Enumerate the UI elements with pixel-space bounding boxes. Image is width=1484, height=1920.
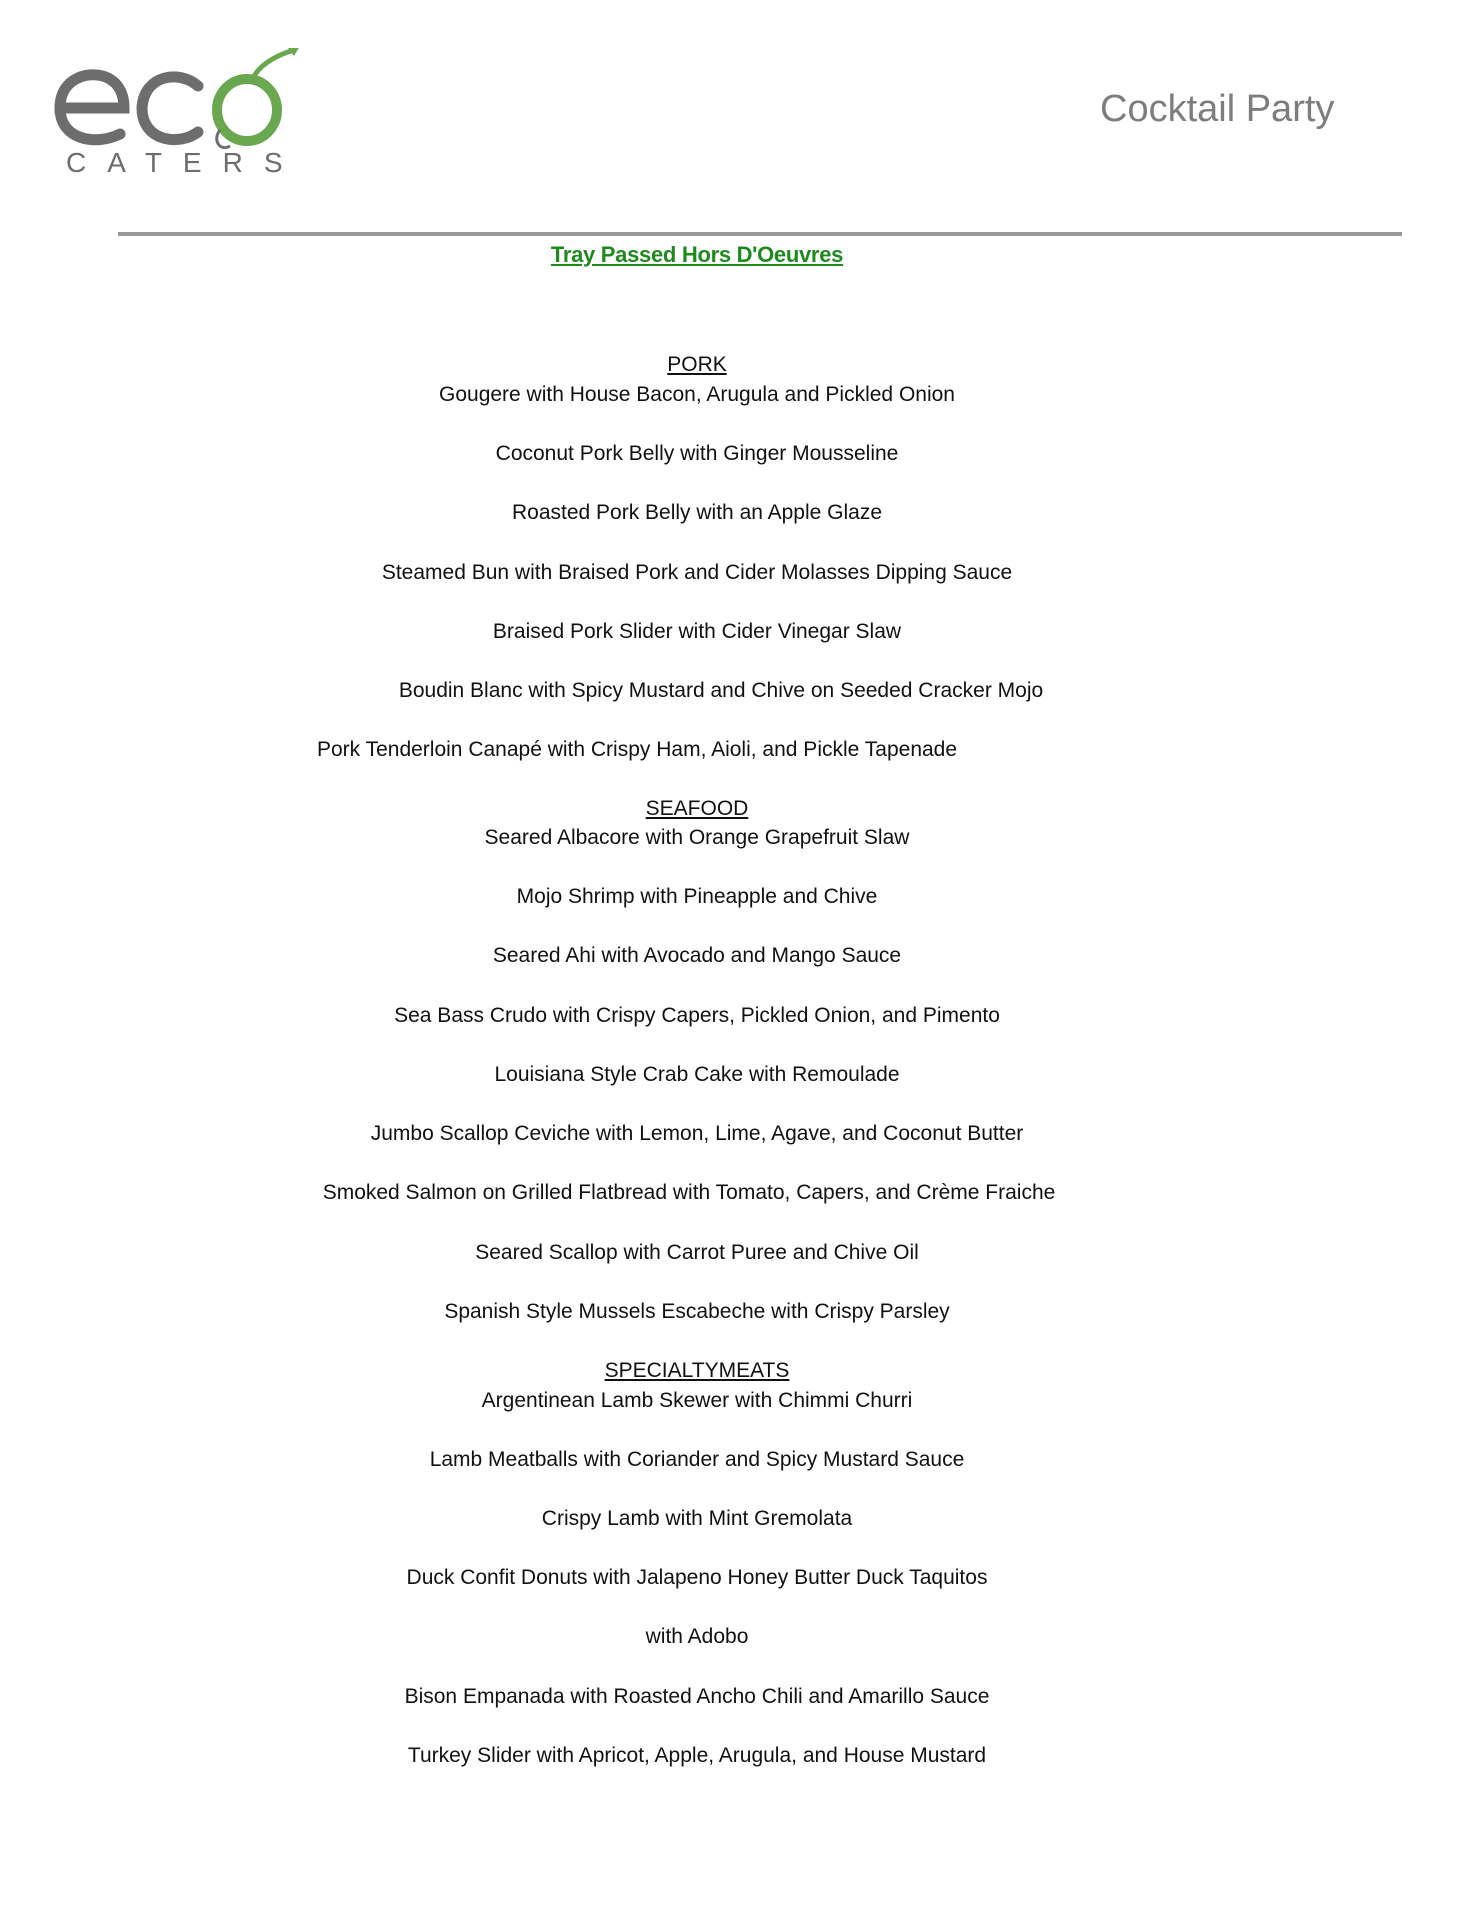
- menu-item: Mojo Shrimp with Pineapple and Chive: [516, 885, 878, 908]
- menu-item: Jumbo Scallop Ceviche with Lemon, Lime, Agave, and Coconut Butter: [370, 1122, 1024, 1145]
- menu-item: Boudin Blanc with Spicy Mustard and Chive on Seeded Cracker Mojo: [398, 679, 1044, 702]
- menu-item: Spanish Style Mussels Escabeche with Crispy Parsley: [444, 1300, 950, 1323]
- page-title: Cocktail Party: [1100, 88, 1335, 130]
- eco-caters-logo: [52, 48, 312, 178]
- menu-item: Bison Empanada with Roasted Ancho Chili and Amarillo Sauce: [404, 1685, 990, 1708]
- logo-tagline: CATERS: [66, 147, 304, 178]
- header-divider: [118, 232, 1402, 236]
- menu-item: Duck Confit Donuts with Jalapeno Honey Butter Duck Taquitos: [406, 1566, 988, 1589]
- menu-item: Braised Pork Slider with Cider Vinegar Slaw: [492, 620, 902, 643]
- menu-item: Lamb Meatballs with Coriander and Spicy Mustard Sauce: [429, 1448, 965, 1471]
- menu-item: Turkey Slider with Apricot, Apple, Arugula, and House Mustard: [407, 1744, 987, 1767]
- menu-item: Crispy Lamb with Mint Gremolata: [541, 1507, 853, 1530]
- menu-item: Gougere with House Bacon, Arugula and Pickled Onion: [439, 383, 955, 406]
- logo-graphic: [52, 48, 312, 178]
- category-seafood: SEAFOOD: [645, 797, 749, 820]
- menu-item: Smoked Salmon on Grilled Flatbread with Tomato, Capers, and Crème Fraiche: [322, 1181, 1056, 1204]
- menu-heading: Tray Passed Hors D'Oeuvres: [550, 242, 844, 267]
- menu-item: Argentinean Lamb Skewer with Chimmi Churri: [481, 1389, 913, 1412]
- menu-item: Seared Ahi with Avocado and Mango Sauce: [492, 944, 902, 967]
- menu-item: Roasted Pork Belly with an Apple Glaze: [511, 501, 883, 524]
- menu-item: Seared Albacore with Orange Grapefruit Slaw: [484, 826, 910, 849]
- category-pork: PORK: [667, 353, 727, 376]
- menu-item: Sea Bass Crudo with Crispy Capers, Pickled Onion, and Pimento: [394, 1004, 1000, 1027]
- menu-item: Seared Scallop with Carrot Puree and Chive Oil: [475, 1241, 919, 1264]
- menu-item: with Adobo: [645, 1625, 749, 1648]
- menu-item: Coconut Pork Belly with Ginger Mousseline: [495, 442, 899, 465]
- menu-item: Louisiana Style Crab Cake with Remoulade: [494, 1063, 900, 1086]
- menu-item: Pork Tenderloin Canapé with Crispy Ham, Aioli, and Pickle Tapenade: [316, 738, 958, 761]
- category-specialty-meats: SPECIALTYMEATS: [604, 1359, 790, 1382]
- menu-item: Steamed Bun with Braised Pork and Cider Molasses Dipping Sauce: [381, 561, 1013, 584]
